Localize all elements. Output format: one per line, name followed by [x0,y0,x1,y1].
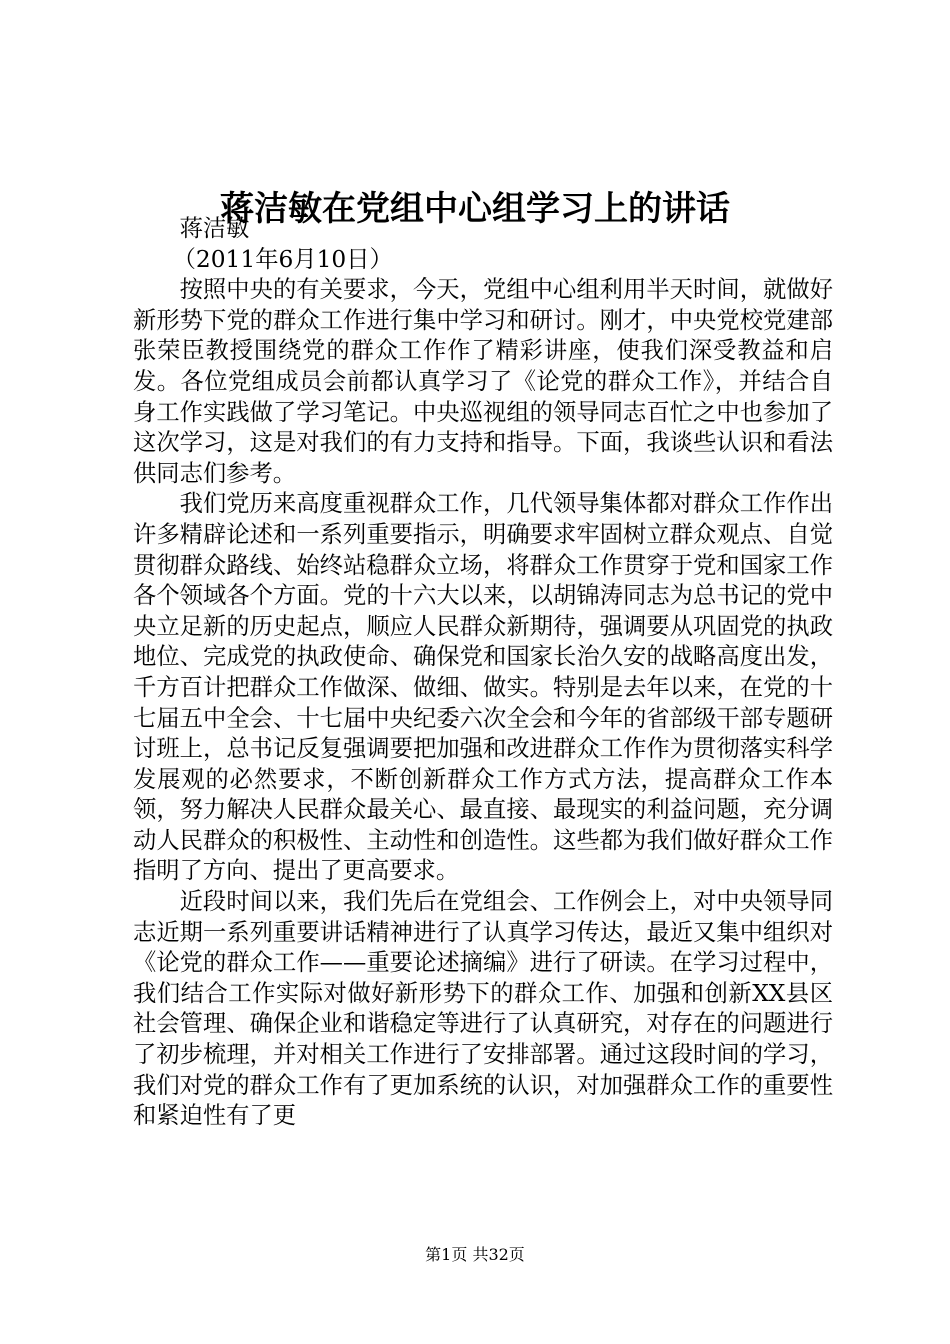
page-number-footer: 第1页 共32页 [425,1245,525,1264]
paragraph-3: 近段时间以来，我们先后在党组会、工作例会上，对中央领导同志近期一系列重要讲话精神进行了认真学习传达，最近又集中组织对《论党的群众工作——重要论述摘编》进行了研读。在学习过程中，我们结合工作实际对做好新形势下的群众工作、加强和创新XX县区社会管理、确保企业和谐稳定等进行了认真研究，对存在的问题进行了初步梳理，并对相关工作进行了安排部署。通过这段时间的学习，我们对党的群众工作有了更加系统的认识，对加强群众工作的重要性和紧迫性有了更 [133,888,833,1130]
document-title: 蒋洁敏在党组中心组学习上的讲话 [220,189,730,229]
document-body [133,214,833,1132]
paragraph-2: 我们党历来高度重视群众工作，几代领导集体都对群众工作作出许多精辟论述和一系列重要指示，明确要求牢固树立群众观点、自觉贯彻群众路线、始终站稳群众立场，将群众工作贯穿于党和国家工作各个领域各个方面。党的十六大以来，以胡锦涛同志为总书记的党中央立足新的历史起点，顺应人民群众新期待，强调要从巩固党的执政地位、完成党的执政使命、确保党和国家长治久安的战略高度出发，千方百计把群众工作做深、做细、做实。特别是去年以来，在党的十七届五中全会、十七届中央纪委六次全会和今年的省部级干部专题研讨班上，总书记反复强调要把加强和改进群众工作作为贯彻落实科学发展观的必然要求，不断创新群众工作方式方法，提高群众工作本领，努力解决人民群众最关心、最直接、最现实的利益问题，充分调动人民群众的积极性、主动性和创造性。这些都为我们做好群众工作指明了方向、提出了更高要求。 [133,490,833,885]
paragraph-1: 按照中央的有关要求，今天，党组中心组利用半天时间，就做好新形势下党的群众工作进行集中学习和研讨。刚才，中央党校党建部张荣臣教授围绕党的群众工作作了精彩讲座，使我们深受教益和启发。各位党组成员会前都认真学习了《论党的群众工作》，并结合自身工作实践做了学习笔记。中央巡视组的领导同志百忙之中也参加了这次学习，这是对我们的有力支持和指导。下面，我谈些认识和看法供同志们参考。 [133,276,833,487]
author-line: 蒋洁敏 [179,215,250,242]
date-line: （2011年6月10日） [172,245,393,273]
